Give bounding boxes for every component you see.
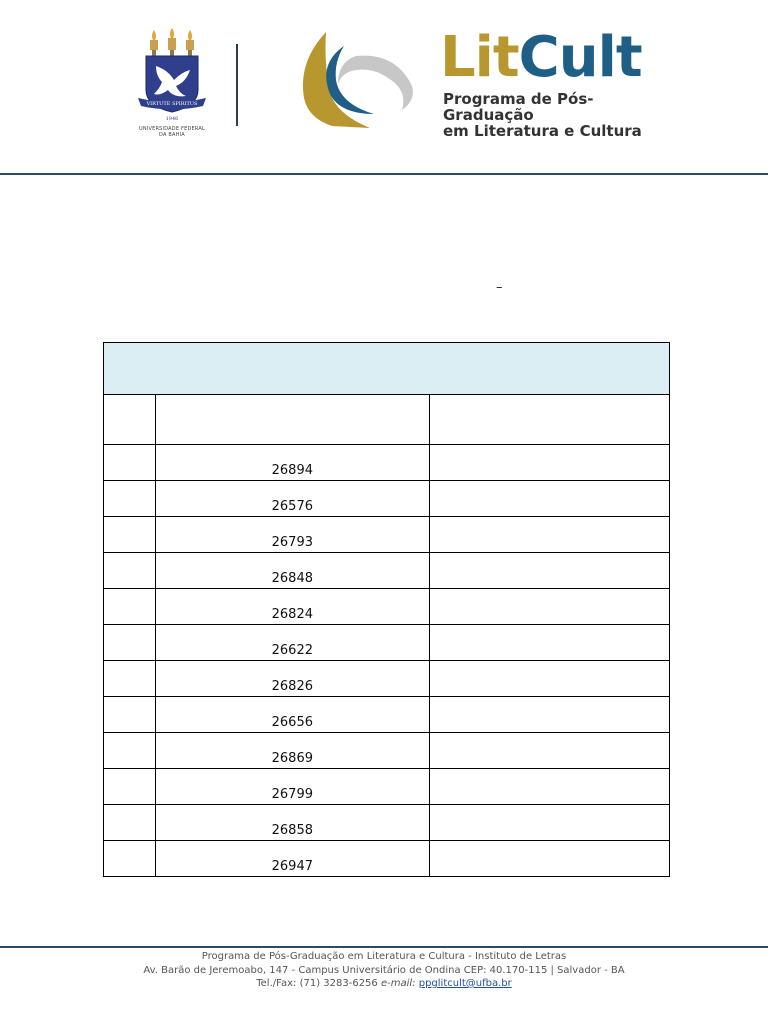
results-table	[103, 342, 670, 877]
program-name	[443, 91, 683, 139]
row-code-cell: 26858	[156, 805, 429, 841]
row-code-cell: 26869	[156, 733, 429, 769]
row-result-cell	[429, 481, 669, 517]
row-result-cell	[429, 733, 669, 769]
row-code-cell: 26576	[156, 481, 429, 517]
torches-icon	[150, 28, 194, 56]
row-result-cell	[429, 517, 669, 553]
row-index-cell	[104, 697, 156, 733]
table-row	[104, 553, 670, 589]
ufba-motto-text: VIRTUTE SPIRITUS	[146, 101, 198, 107]
row-index-cell	[104, 589, 156, 625]
table-row	[104, 733, 670, 769]
table-header-cell	[104, 343, 670, 395]
ufba-caption	[134, 126, 210, 138]
row-result-cell	[429, 841, 669, 877]
row-result-cell	[429, 553, 669, 589]
header-separator	[236, 44, 238, 126]
table-row	[104, 625, 670, 661]
row-result-cell	[429, 589, 669, 625]
row-index-cell	[104, 841, 156, 877]
row-code-cell: 26622	[156, 625, 429, 661]
program-name-line2: em Literatura e Cultura	[443, 122, 642, 140]
table-row	[104, 661, 670, 697]
row-index-cell	[104, 517, 156, 553]
row-code-cell: 26799	[156, 769, 429, 805]
subheader-cell-1	[104, 395, 156, 445]
table-row	[104, 445, 670, 481]
table-row	[104, 481, 670, 517]
row-code-cell: 26947	[156, 841, 429, 877]
page-header	[0, 0, 768, 176]
litcult-symbol-logo	[286, 26, 416, 130]
dash-mark: –	[496, 280, 503, 295]
row-result-cell	[429, 697, 669, 733]
footer-email-link[interactable]: ppglitcult@ufba.br	[418, 978, 512, 989]
row-index-cell	[104, 445, 156, 481]
subheader-cell-3	[429, 395, 669, 445]
table-header-row	[104, 343, 670, 395]
table-row	[104, 805, 670, 841]
row-index-cell	[104, 805, 156, 841]
table-row	[104, 517, 670, 553]
row-code-cell: 26826	[156, 661, 429, 697]
footer-line-institute: Programa de Pós-Graduação em Literatura e Cultura - Instituto de Letras	[201, 951, 567, 962]
row-code-cell: 26656	[156, 697, 429, 733]
page-footer	[0, 950, 768, 991]
row-index-cell	[104, 481, 156, 517]
row-result-cell	[429, 769, 669, 805]
row-result-cell	[429, 625, 669, 661]
table-subheader-row	[104, 395, 670, 445]
row-index-cell	[104, 661, 156, 697]
header-divider	[0, 173, 768, 175]
row-result-cell	[429, 661, 669, 697]
table-body	[104, 445, 670, 877]
row-code-cell: 26824	[156, 589, 429, 625]
ufba-year-text: 1946	[165, 116, 179, 122]
table-row	[104, 697, 670, 733]
row-index-cell	[104, 625, 156, 661]
row-index-cell	[104, 553, 156, 589]
brand-cult: Cult	[518, 25, 642, 90]
footer-phone: Tel./Fax: (71) 3283-6256	[256, 978, 381, 989]
table-row	[104, 841, 670, 877]
ufba-caption-line2: DA BAHIA	[159, 132, 185, 138]
row-result-cell	[429, 805, 669, 841]
footer-email-label: e-mail:	[380, 978, 416, 989]
footer-divider	[0, 946, 768, 948]
row-code-cell: 26848	[156, 553, 429, 589]
row-index-cell	[104, 733, 156, 769]
table-row	[104, 769, 670, 805]
footer-line-contact	[0, 977, 768, 991]
row-code-cell: 26793	[156, 517, 429, 553]
row-code-cell: 26894	[156, 445, 429, 481]
table-row	[104, 589, 670, 625]
litcult-brand-title	[440, 26, 642, 90]
row-index-cell	[104, 769, 156, 805]
row-result-cell	[429, 445, 669, 481]
ufba-caption-line1: UNIVERSIDADE FEDERAL	[139, 126, 205, 132]
footer-line-address: Av. Barão de Jeremoabo, 147 - Campus Universitário de Ondina CEP: 40.170-115 | Salvador - BA	[143, 964, 625, 976]
brand-lit: Lit	[440, 25, 519, 90]
subheader-cell-2	[156, 395, 429, 445]
program-name-line1: Programa de Pós-Graduação	[443, 90, 594, 124]
